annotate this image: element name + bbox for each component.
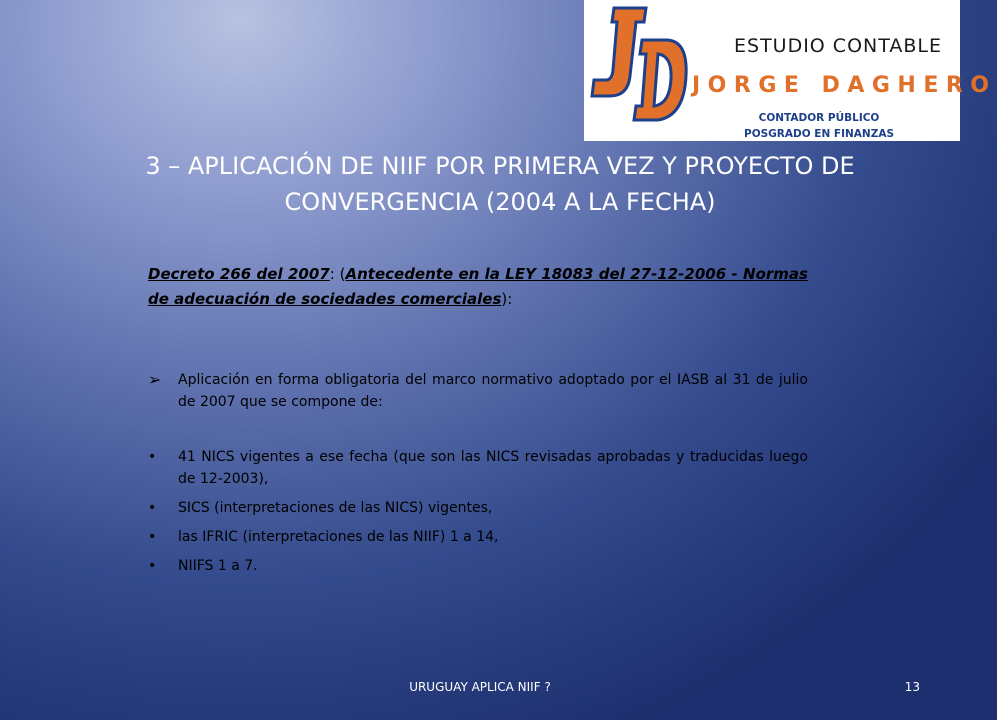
logo-line-jorge-daghero: JORGE DAGHERO [692, 73, 997, 98]
decree-name: Decreto 266 del 2007 [148, 265, 330, 283]
logo-line-contador-publico: CONTADOR PÚBLICO [758, 112, 880, 124]
arrow-list-item [148, 369, 808, 413]
company-logo [584, 0, 997, 141]
list-item [148, 446, 808, 490]
arrow-item-text: Aplicación en forma obligatoria del marco normativo adoptado por el IASB al 31 de julio de 2007 que se compone de: [178, 372, 808, 410]
bullet-icon: • [148, 529, 157, 545]
bullet-icon: • [148, 558, 157, 574]
list-item [148, 497, 808, 519]
slide-title: 3 – APLICACIÓN DE NIIF POR PRIMERA VEZ Y PROYECTO DE CONVERGENCIA (2004 A LA FECHA) [145, 152, 855, 216]
slide-footer: URUGUAY APLICA NIIF ? [409, 680, 551, 694]
logo-line-estudio-contable: ESTUDIO CONTABLE [734, 35, 942, 57]
list-item-text: SICS (interpretaciones de las NICS) vigentes, [178, 500, 493, 516]
decree-paragraph [148, 262, 808, 312]
page-number: 13 [904, 680, 920, 694]
logo-line-posgrado: POSGRADO EN FINANZAS [744, 128, 895, 140]
list-item-text: las IFRIC (interpretaciones de las NIIF) 1 a 14, [178, 529, 499, 545]
bullet-list [148, 446, 808, 584]
bullet-icon: • [148, 449, 157, 465]
decree-antecedent: Antecedente en la LEY 18083 del 27-12-2006 - Normas de adecuación de sociedades comerciales [148, 265, 808, 308]
decree-end: ): [501, 290, 513, 308]
list-item [148, 526, 808, 548]
list-item [148, 555, 808, 577]
list-item-text: NIIFS 1 a 7. [178, 558, 258, 574]
list-item-text: 41 NICS vigentes a ese fecha (que son las NICS revisadas aprobadas y traducidas luego de 12-2003), [178, 449, 808, 487]
bullet-icon: • [148, 500, 157, 516]
decree-separator: : ( [329, 265, 346, 283]
arrow-bullet-icon: ➢ [148, 370, 162, 389]
jd-monogram-icon [584, 0, 694, 141]
